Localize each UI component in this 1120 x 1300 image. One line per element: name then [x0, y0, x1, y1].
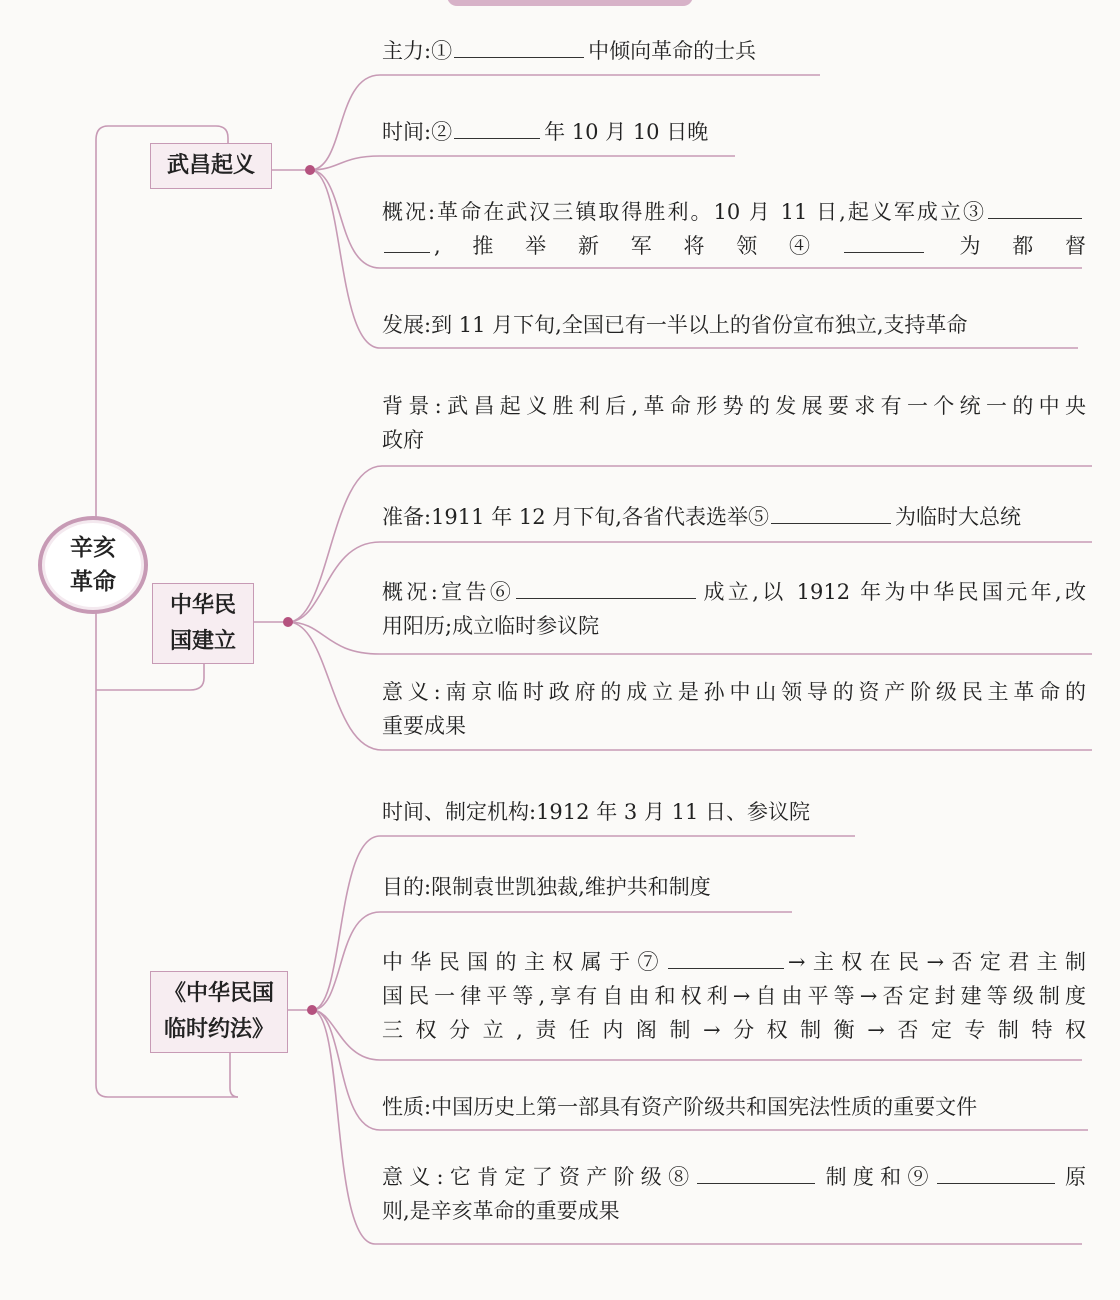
leaf-text: 概况:革命在武汉三镇取得胜利。10 月 11 日,起义军成立③ — [382, 200, 986, 224]
leaf-text: 意义:它肯定了资产阶级⑧ — [382, 1165, 696, 1189]
leaf-text: 目的:限制袁世凯独裁,维护共和制度 — [382, 875, 711, 899]
root-label-line: 辛亥 — [70, 535, 116, 561]
leaf-item-line — [382, 709, 1086, 743]
leaf-item-wuchang — [382, 115, 1086, 149]
leaf-text: 性质:中国历史上第一部具有资产阶级共和国宪法性质的重要文件 — [382, 1095, 978, 1119]
leaf-text: 成立,以 1912 年为中华民国元年,改 — [700, 580, 1086, 604]
leaf-text: 国民一律平等,享有自由和权利→自由平等→否定封建等级制度 — [382, 984, 1086, 1008]
leaf-text: 则,是辛亥革命的重要成果 — [382, 1199, 620, 1223]
answer-blank[interactable] — [668, 946, 784, 969]
leaf-text: 制度和⑨ — [819, 1165, 935, 1189]
leaf-item-line — [382, 575, 1086, 609]
leaf-item-line — [382, 795, 1086, 829]
leaf-item-line — [382, 195, 1086, 229]
leaf-item-line — [382, 34, 1086, 68]
answer-blank[interactable] — [454, 116, 540, 139]
branch-label: 国建立 — [169, 628, 236, 654]
answer-blank[interactable] — [771, 501, 891, 524]
leaf-text: 中华民国的主权属于⑦ — [382, 950, 666, 974]
leaf-text: 发展:到 11 月下旬,全国已有一半以上的省份宣布独立,支持革命 — [382, 313, 968, 337]
leaf-text: ,推举新军将领④ — [434, 234, 842, 258]
trunk-to-founding — [96, 664, 204, 690]
leaf-item-line — [382, 1090, 1086, 1124]
hub-dot — [305, 165, 315, 175]
leaf-item-constitution — [382, 1090, 1086, 1124]
hub-dot — [283, 617, 293, 627]
leaf-text: 中倾向革命的士兵 — [588, 39, 757, 63]
leaf-item-line — [382, 979, 1086, 1013]
leaf-text: 准备:1911 年 12 月下旬,各省代表选举⑤ — [382, 505, 769, 529]
leaf-item-line — [382, 1160, 1086, 1194]
root-node — [38, 516, 148, 614]
hub-dot — [307, 1005, 317, 1015]
leaf-item-wuchang — [382, 308, 1086, 342]
leaf-text: 主力:① — [382, 39, 453, 63]
leaf-text: 原 — [1058, 1165, 1087, 1189]
leaf-item-wuchang — [382, 34, 1086, 68]
leaf-item-line — [382, 609, 1086, 643]
answer-blank[interactable] — [697, 1161, 815, 1184]
leaf-item-line — [382, 945, 1086, 979]
branch-label: 中华民 — [169, 592, 236, 618]
leaf-item-line — [382, 1013, 1086, 1047]
answer-blank[interactable] — [844, 230, 924, 253]
branch-label: 《中华民国 — [163, 981, 274, 1006]
leaf-text: 为都督 — [927, 234, 1087, 258]
leaf-item-line — [382, 675, 1086, 709]
leaf-item-founding — [382, 575, 1086, 643]
leaf-item-line — [382, 389, 1086, 423]
leaf-text: 时间、制定机构:1912 年 3 月 11 日、参议院 — [382, 800, 810, 824]
leaf-text: 概况:宣告⑥ — [382, 580, 515, 604]
leaf-item-founding — [382, 675, 1086, 743]
branch-label: 临时约法》 — [163, 1017, 274, 1042]
leaf-text: 意义:南京临时政府的成立是孙中山领导的资产阶级民主革命的 — [382, 680, 1086, 704]
leaf-text: 时间:② — [382, 120, 453, 144]
answer-blank[interactable] — [384, 230, 430, 253]
leaf-item-constitution — [382, 945, 1086, 1047]
answer-blank[interactable] — [988, 196, 1082, 219]
leaf-text: 政府 — [382, 428, 424, 452]
branch-node-constitution — [150, 971, 288, 1053]
trunk-to-constitution — [230, 1053, 238, 1097]
leaf-item-constitution — [382, 870, 1086, 904]
leaf-text: 三权分立,责任内阁制→分权制衡→否定专制特权 — [382, 1018, 1086, 1042]
leaf-item-line — [382, 870, 1086, 904]
leaf-item-line — [382, 500, 1086, 534]
trunk-to-wuchang — [108, 126, 228, 143]
leaf-item-line — [382, 1194, 1086, 1228]
leaf-item-founding — [382, 389, 1086, 457]
leaf-item-line — [382, 115, 1086, 149]
leaf-text: →主权在民→否定君主制 — [787, 950, 1086, 974]
branch-node-wuchang — [150, 143, 272, 189]
answer-blank[interactable] — [516, 576, 696, 599]
leaf-item-line — [382, 423, 1086, 457]
answer-blank[interactable] — [454, 35, 584, 58]
leaf-text: 重要成果 — [382, 714, 466, 738]
branch-label: 武昌起义 — [166, 153, 255, 178]
leaf-text: 用阳历;成立临时参议院 — [382, 614, 600, 638]
leaf-text: 背景:武昌起义胜利后,革命形势的发展要求有一个统一的中央 — [382, 394, 1086, 418]
answer-blank[interactable] — [937, 1161, 1055, 1184]
leaf-item-line — [382, 229, 1086, 263]
root-label-line: 革命 — [70, 569, 116, 595]
leaf-item-constitution — [382, 1160, 1086, 1228]
branch-node-founding — [152, 583, 254, 664]
leaf-text: 为临时大总统 — [894, 505, 1021, 529]
leaf-text: 年 10 月 10 日晚 — [544, 120, 709, 144]
leaf-item-founding — [382, 500, 1086, 534]
leaf-item-line — [382, 308, 1086, 342]
leaf-item-wuchang — [382, 195, 1086, 263]
leaf-item-constitution — [382, 795, 1086, 829]
